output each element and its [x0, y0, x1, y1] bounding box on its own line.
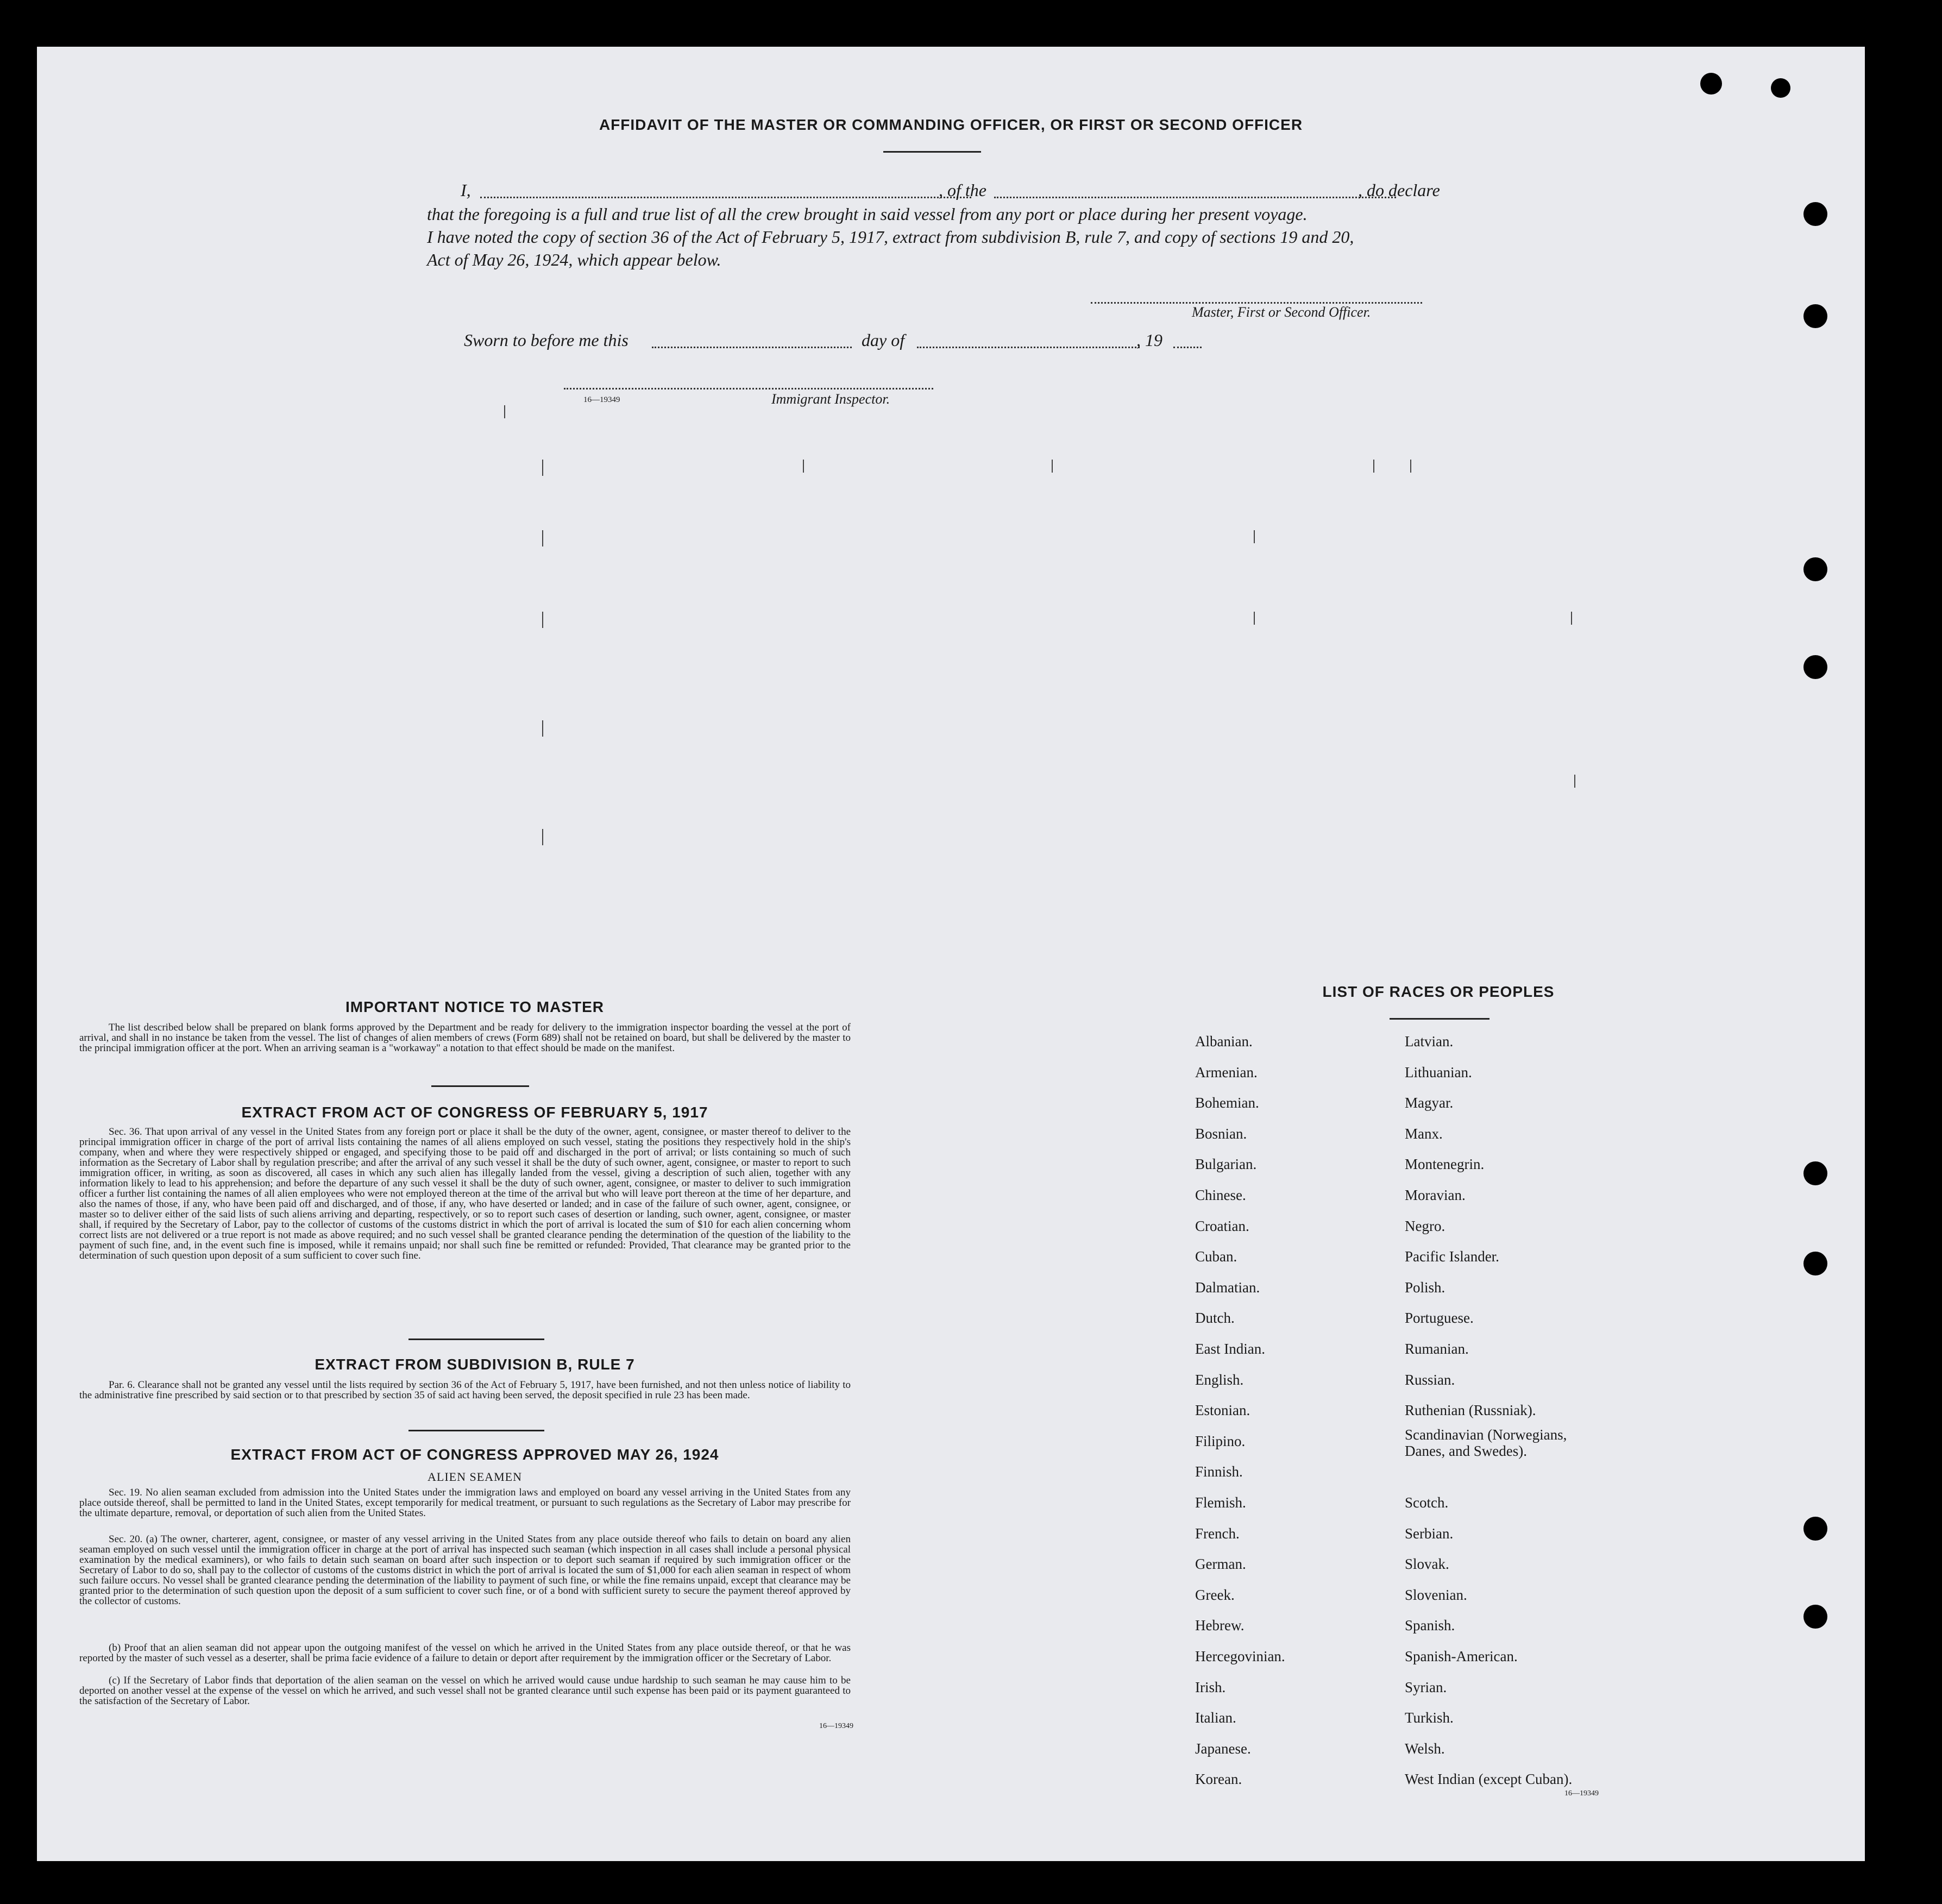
sec20c-body: (c) If the Secretary of Labor finds that deportation of the alien seaman on the vessel on which he arrived would cause undue hardship to such seaman he may cause him to be deported on another vessel at the expense of the vessel on which he arrived, and such vessel shall not be granted clearance until such expense has been paid or its payment guaranteed to the satisfaction of the Secretary of Labor. — [79, 1675, 851, 1707]
race-item: Polish. — [1405, 1279, 1445, 1296]
sworn-month-blank[interactable] — [917, 347, 1140, 348]
race-item: Ruthenian (Russniak). — [1405, 1402, 1536, 1419]
column-tick — [542, 460, 543, 476]
race-item: Hebrew. — [1195, 1617, 1245, 1634]
sec20a-body: Sec. 20. (a) The owner, charterer, agent, consignee, or master of any vessel arriving in the United States from any place outside thereof who fails to detain on board any alien seaman employed on such vessel until the immigration officer in charge at the port of arrival has inspected such seaman (which inspection in all cases shall include a personal physical examination by the medical examiners), or who fails to detain such seaman on board after such inspection or to deport such seaman if required by such immigration officer or the Secretary of Labor to do so, shall pay to the collector of customs of the customs district in which the port of arrival is located the sum of $1,000 for each alien seaman in respect of whom such failure occurs. No vessel shall be granted clearance pending the determination of the liability to payment of such fine, or while the fine remains unpaid, except that clearance may be granted prior to the determination of such question upon the deposit of a sum sufficient to cover such fine, or of a bond with sufficient surety to secure the payment thereof approved by the collector of customs. — [79, 1534, 851, 1607]
race-item: Portuguese. — [1405, 1310, 1474, 1327]
binder-hole — [1771, 78, 1790, 98]
sec19-body: Sec. 19. No alien seaman excluded from admission into the United States under the immigration laws and employed on board any vessel arriving in the United States from any place outside thereof, shall be permitted to land in the United States, except temporarily for medical treatment, or pursuant to such regulations as the Secretary of Labor may prescribe for the ultimate departure, removal, or deportation of such alien from the United States. — [79, 1487, 851, 1519]
race-item: Bulgarian. — [1195, 1156, 1257, 1173]
binder-hole — [1803, 557, 1827, 581]
race-item: Moravian. — [1405, 1187, 1466, 1203]
race-item: Greek. — [1195, 1586, 1235, 1603]
column-tick — [1571, 612, 1572, 625]
affidavit-title: AFFIDAVIT OF THE MASTER OR COMMANDING OFFICER, OR FIRST OR SECOND OFFICER — [599, 116, 1303, 133]
affidavit-line-4: Act of May 26, 1924, which appear below. — [427, 250, 721, 269]
race-item: English. — [1195, 1371, 1244, 1388]
extract-1924-title: EXTRACT FROM ACT OF CONGRESS APPROVED MAY 26, 1924 — [230, 1446, 719, 1463]
race-item: Korean. — [1195, 1771, 1242, 1788]
column-tick — [542, 530, 543, 546]
race-item: Croatian. — [1195, 1217, 1249, 1234]
affidavit-line-2: that the foregoing is a full and true list of all the crew brought in said vessel from any port or place during her present voyage. — [427, 204, 1308, 224]
race-item: Filipino. — [1195, 1432, 1246, 1449]
rule7-title: EXTRACT FROM SUBDIVISION B, RULE 7 — [315, 1356, 635, 1373]
race-item: Rumanian. — [1405, 1341, 1469, 1357]
column-tick — [1574, 775, 1575, 788]
race-item: Chinese. — [1195, 1187, 1246, 1203]
binder-hole — [1803, 1252, 1827, 1275]
race-item: Negro. — [1405, 1217, 1445, 1234]
of-the-label: , of the — [939, 180, 986, 200]
title-divider — [883, 151, 981, 153]
race-item: Bohemian. — [1195, 1095, 1259, 1111]
race-item: Welsh. — [1405, 1740, 1445, 1757]
race-item: Russian. — [1405, 1371, 1455, 1388]
binder-hole — [1803, 655, 1827, 679]
binder-hole — [1700, 73, 1722, 95]
column-tick — [1373, 460, 1374, 473]
affidavit-line-3: I have noted the copy of section 36 of the Act of February 5, 1917, extract from subdivision B, rule 7, and copy of sections 19 and 20, — [427, 227, 1354, 247]
races-divider — [1390, 1018, 1490, 1020]
column-tick — [1052, 460, 1053, 473]
extract-1917-body: Sec. 36. That upon arrival of any vessel in the United States from any foreign port or place it shall be the duty of the owner, agent, consignee, or master thereof to deliver to the principal immigration officer in charge of the port of arrival lists containing the names of all aliens employed on such vessel, stating the positions they respectively hold in the ship's company, when and where they were respectively shipped or engaged, and specifying those to be paid off and discharged in the port of arrival; or lists containing so much of such information as the Secretary of Labor shall by regulation prescribe; and after the arrival of any such vessel it shall be the duty of such owner, agent, consignee, or master to report to such immigration officer, in writing, as soon as discovered, all cases in which any such alien has illegally landed from the vessel, giving a description of such alien, together with any information likely to lead to his apprehension; and before the departure of any such vessel it shall be the duty of such owner, agent, consignee, or master to deliver to such immigration officer a further list containing the names of all alien employees who were not employed thereon at the time of the arrival but who will leave port thereon at the time of her departure, and also the names of those, if any, who have been paid off and discharged, and of those, if any, who have deserted or landed; and in case of the failure of such owner, agent, consignee, or master so to deliver either of the said lists of such aliens arriving and departing, respectively, or so to report such cases of desertion or landing, such owner, agent, consignee, or master shall, if required by the Secretary of Labor, pay to the collector of customs of the customs district in which the port of arrival is located the sum of $10 for each alien concerning whom correct lists are not delivered or a true report is not made as above required; and no such vessel shall be granted clearance pending the determination of the question of the liability to the payment of such fine, and, in the event such fine is imposed, while it remains unpaid; nor shall such fine be remitted or refunded: Provided, That clearance may be granted prior to the determination of such question upon deposit of a sum sufficient to cover such fine. — [79, 1126, 851, 1261]
race-item: Dutch. — [1195, 1310, 1235, 1327]
race-item: Syrian. — [1405, 1679, 1447, 1695]
i-label: I, — [461, 180, 471, 200]
race-item: French. — [1195, 1525, 1240, 1542]
race-item: Bosnian. — [1195, 1125, 1247, 1142]
race-item: East Indian. — [1195, 1341, 1265, 1357]
notice-title: IMPORTANT NOTICE TO MASTER — [345, 998, 605, 1015]
rule7-divider — [408, 1430, 544, 1431]
binder-hole — [1803, 304, 1827, 328]
race-item: Magyar. — [1405, 1095, 1454, 1111]
race-item: Cuban. — [1195, 1248, 1237, 1265]
race-item: Latvian. — [1405, 1033, 1454, 1050]
race-item: Armenian. — [1195, 1064, 1258, 1080]
do-declare-label: , do declare — [1358, 180, 1440, 200]
race-item: Albanian. — [1195, 1033, 1253, 1050]
day-of-label: day of — [862, 330, 905, 350]
form-number-bottom: 16—19349 — [819, 1722, 853, 1730]
extract-1917-divider — [408, 1339, 544, 1340]
form-page — [37, 47, 1865, 1861]
sworn-day-blank[interactable] — [652, 347, 852, 348]
race-item: West Indian (except Cuban). — [1405, 1771, 1573, 1788]
race-item: Flemish. — [1195, 1494, 1246, 1511]
binder-hole — [1803, 202, 1827, 226]
binder-hole — [1803, 1161, 1827, 1185]
inspector-caption: Immigrant Inspector. — [771, 391, 890, 407]
column-tick — [1254, 530, 1255, 543]
year-blank[interactable] — [1173, 347, 1202, 348]
race-item: German. — [1195, 1556, 1246, 1573]
column-tick — [542, 612, 543, 628]
race-item: Spanish-American. — [1405, 1648, 1518, 1664]
column-tick — [803, 460, 804, 473]
race-item: Scotch. — [1405, 1494, 1449, 1511]
column-tick — [1410, 460, 1411, 473]
race-item: Turkish. — [1405, 1710, 1454, 1726]
form-number-top: 16—19349 — [583, 395, 620, 404]
race-item: Irish. — [1195, 1679, 1226, 1695]
races-form-number: 16—19349 — [1564, 1789, 1599, 1798]
race-item: Slovak. — [1405, 1556, 1449, 1573]
column-tick — [504, 405, 505, 418]
signature-blank[interactable] — [1091, 302, 1422, 304]
races-title: LIST OF RACES OR PEOPLES — [1322, 983, 1555, 1000]
race-item: Finnish. — [1195, 1463, 1243, 1480]
race-item: Montenegrin. — [1405, 1156, 1485, 1173]
race-item: Manx. — [1405, 1125, 1443, 1142]
race-item: Japanese. — [1195, 1740, 1251, 1757]
sec20b-body: (b) Proof that an alien seaman did not appear upon the outgoing manifest of the vessel on which he arrived in the United States from any place outside thereof, or that he was reported by the master of such vessel as a deserter, shall be prima facie evidence of a failure to detain or deport after requirement by the immigration officer or the Secretary of Labor. — [79, 1642, 851, 1664]
race-item: Estonian. — [1195, 1402, 1250, 1419]
race-item: Slovenian. — [1405, 1586, 1467, 1603]
notice-body: The list described below shall be prepared on blank forms approved by the Department and be ready for delivery to the immigration inspector boarding the vessel at the port of arrival, and shall in no instance be taken from the vessel. The list of changes of alien members of crews (Form 689) shall not be retained on board, but shall be delivered by the master to the principal immigration officer at the port. When an arriving seaman is a "workaway" a notation to that effect should be made on the manifest. — [79, 1022, 851, 1054]
race-item: Lithuanian. — [1405, 1064, 1472, 1080]
column-tick — [1254, 612, 1255, 625]
race-item: Serbian. — [1405, 1525, 1454, 1542]
race-item: Pacific Islander. — [1405, 1248, 1499, 1265]
sworn-label: Sworn to before me this — [464, 330, 629, 350]
signature-caption: Master, First or Second Officer. — [1192, 304, 1371, 320]
name-blank[interactable] — [480, 197, 971, 198]
column-tick — [542, 720, 543, 737]
race-item: Italian. — [1195, 1710, 1236, 1726]
inspector-blank[interactable] — [564, 388, 933, 389]
race-item: Hercegovinian. — [1195, 1648, 1285, 1664]
extract-1917-title: EXTRACT FROM ACT OF CONGRESS OF FEBRUARY 5, 1917 — [241, 1104, 708, 1121]
alien-seamen-subtitle: ALIEN SEAMEN — [428, 1470, 522, 1484]
vessel-blank[interactable] — [994, 197, 1396, 198]
binder-hole — [1803, 1517, 1827, 1541]
race-item: Dalmatian. — [1195, 1279, 1260, 1296]
race-item: Scandinavian (Norwegians, Danes, and Swedes). — [1405, 1426, 1567, 1459]
year-label: , 19 — [1136, 330, 1162, 350]
binder-hole — [1803, 1605, 1827, 1629]
notice-divider — [431, 1085, 529, 1087]
race-item: Spanish. — [1405, 1617, 1455, 1634]
rule7-body: Par. 6. Clearance shall not be granted any vessel until the lists required by section 36 of the Act of February 5, 1917, have been furnished, and not then unless notice of liability to the administrative fine prescribed by said section or to that prescribed by section 35 of said act having been served, the deposit specified in rule 23 has been made. — [79, 1379, 851, 1401]
column-tick — [542, 829, 543, 845]
